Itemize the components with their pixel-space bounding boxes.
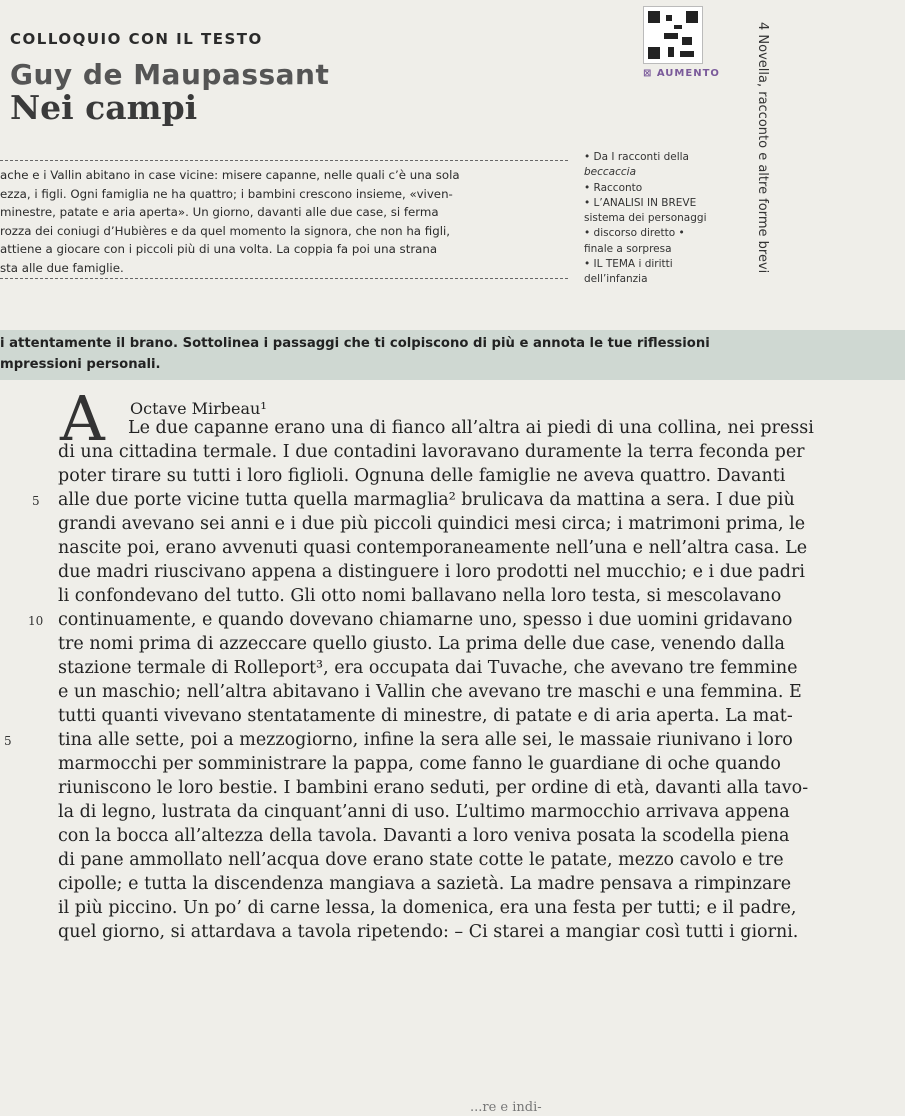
intro-line: ezza, i figli. Ogni famiglia ne ha quattro; i bambini crescono insieme, «viven- — [0, 186, 453, 201]
intro-line: ache e i Vallin abitano in case vicine: misere capanne, nelle quali c’è una sola — [0, 168, 460, 182]
story-line: tre nomi prima di azzeccare quello giusto. La prima delle due case, venendo dalla — [58, 634, 785, 654]
story-line: tina alle sette, poi a mezzogiorno, infine la sera alle sei, le massaie riunivano i loro — [58, 730, 793, 750]
dedication: Octave Mirbeau¹ — [130, 399, 267, 418]
sidebar-item: • discorso diretto • — [584, 227, 685, 240]
story-line: tutti quanti vivevano stentatamente di minestre, di patate e di aria aperta. La mat- — [58, 706, 793, 726]
story-line: due madri riuscivano appena a distinguere i loro prodotti nel mucchio; e i due padri — [58, 562, 805, 582]
story-line: con la bocca all’altezza della tavola. Davanti a loro veniva posata la scodella piena — [58, 826, 790, 846]
story-line: nascite poi, erano avvenuti quasi contemporaneamente nell’una e nell’altra casa. Le — [58, 538, 808, 558]
reading-instruction: i attentamente il brano. Sottolinea i passaggi che ti colpiscono di più e annota le tue riflessioni mpressioni personali. — [0, 330, 905, 380]
line-number: 5 — [4, 734, 12, 748]
intro-line: sta alle due famiglie. — [0, 260, 124, 275]
sidebar-item: • L’ANALISI IN BREVE — [584, 196, 697, 209]
sidebar-item: • Da I racconti della — [584, 151, 689, 163]
story-line: di pane ammollato nell’acqua dove erano state cotte le patate, mezzo cavolo e tre — [58, 850, 784, 870]
page-continuation: ...re e indi- — [470, 1100, 542, 1115]
section-eyebrow: COLLOQUIO CON IL TESTO — [10, 30, 263, 48]
story-line: continuamente, e quando dovevano chiamarne uno, spesso i due uomini gridavano — [58, 610, 793, 630]
story-line: il più piccino. Un po’ di carne lessa, la domenica, era una festa per tutti; e il padre, — [58, 898, 797, 918]
line-number: 5 — [32, 494, 40, 508]
sidebar-item: finale a sorpresa — [584, 242, 672, 255]
story-line: grandi avevano sei anni e i due più piccoli quindici mesi circa; i matrimoni prima, le — [58, 514, 806, 534]
story-line: riuniscono le loro bestie. I bambini erano seduti, per ordine di età, davanti alla tavo- — [58, 778, 809, 798]
story-line: di una cittadina termale. I due contadini lavoravano duramente la terra feconda per — [58, 442, 805, 462]
story-line: la di legno, lustrata da cinquant’anni di uso. L’ultimo marmocchio arrivava appena — [58, 802, 790, 822]
story-line: li confondevano del tutto. Gli otto nomi ballavano nella loro testa, si mescolavano — [58, 586, 782, 606]
chapter-vertical-label: 4 Novella, racconto e altre forme brevi — [755, 22, 770, 274]
story-line: stazione termale di Rolleport³, era occupata dai Tuvache, che avevano tre femmine — [58, 658, 798, 678]
intro-line: rozza dei coniugi d’Hubières e da quel momento la signora, che non ha figli, — [0, 223, 451, 238]
page-title: Nei campi — [10, 88, 198, 127]
sidebar-item: • Racconto — [584, 181, 643, 194]
story-line: marmocchi per somministrare la pappa, come fanno le guardiane di oche quando — [58, 754, 781, 774]
story-line: poter tirare su tutti i loro figlioli. Ognuna delle famiglie ne aveva quattro. Davanti — [58, 466, 786, 486]
intro-line: minestre, patate e aria aperta». Un giorno, davanti alle due case, si ferma — [0, 205, 439, 219]
sidebar-item: beccaccia — [584, 166, 637, 179]
sidebar-item: • IL TEMA i diritti — [584, 258, 673, 271]
story-line: cipolle; e tutta la discendenza mangiava a sazietà. La madre pensava a rimpinzare — [58, 874, 792, 894]
sidebar-item: dell’infanzia — [584, 273, 648, 286]
story-line: quel giorno, si attardava a tavola ripetendo: – Ci starei a mangiar così tutti i giorni. — [58, 922, 799, 942]
line-number: 10 — [28, 614, 44, 628]
drop-cap: A — [60, 382, 105, 455]
author-name: Guy de Maupassant — [10, 58, 330, 91]
story-line: Le due capanne erano una di fianco all’altra ai piedi di una collina, nei pressi — [128, 418, 814, 438]
story-line: alle due porte vicine tutta quella marmaglia² brulicava da mattina a sera. I due più — [58, 490, 795, 510]
aumento-label[interactable]: ⊠ AUMENTO — [643, 68, 720, 79]
sidebar-item: sistema dei personaggi — [584, 212, 707, 225]
augmented-icon: ⊠ — [643, 68, 657, 79]
story-line: e un maschio; nell’altra abitavano i Vallin che avevano tre maschi e una femmina. E — [58, 682, 802, 702]
intro-line: attiene a giocare con i piccoli più di una volta. La coppia fa poi una strana — [0, 242, 438, 256]
